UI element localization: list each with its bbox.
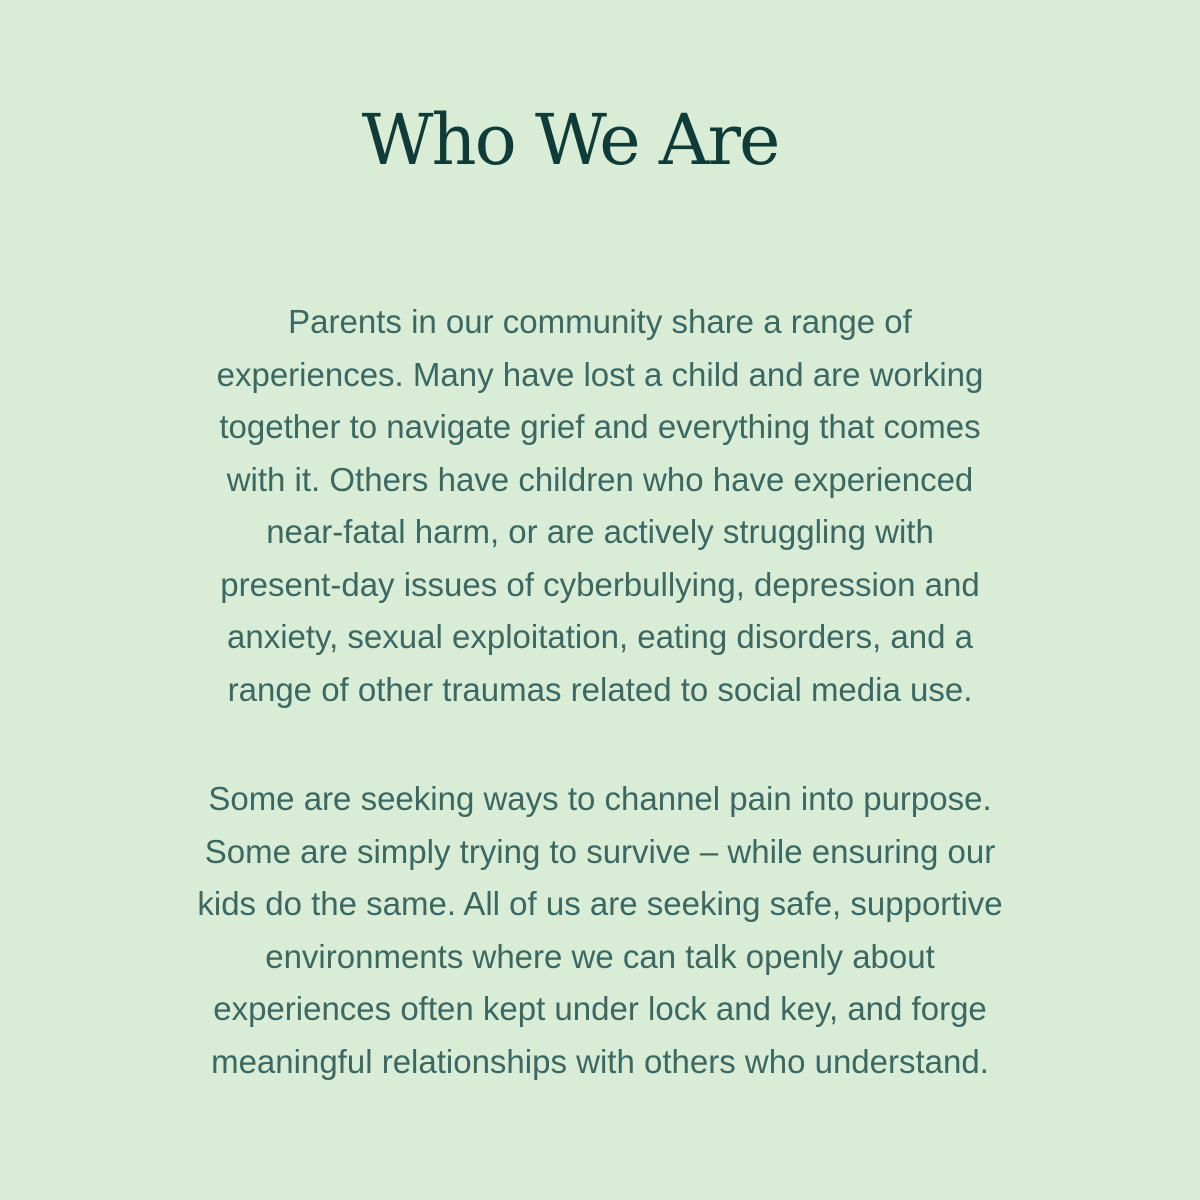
paragraph-line: with it. Others have children who have experienced [226, 460, 974, 498]
paragraph-line: kids do the same. All of us are seeking safe, supportive [197, 885, 1003, 922]
paragraph-line: together to navigate grief and everything that comes [219, 408, 981, 445]
paragraph-line: range of other traumas related to social media use. [227, 670, 973, 708]
page-title: Who We Are [361, 99, 779, 181]
paragraph-line: Some are simply trying to survive – while ensuring our [204, 832, 996, 870]
paragraph-line: environments where we can talk openly about [265, 937, 935, 975]
paragraph-1 [0, 296, 1200, 716]
paragraph-line: anxiety, sexual exploitation, eating disorders, and a [226, 618, 973, 655]
paragraph-2 [0, 773, 1200, 1088]
paragraph-line: Parents in our community share a range of [288, 303, 912, 340]
paragraph-line: Some are seeking ways to channel pain into purpose. [208, 780, 992, 817]
paragraph-line: experiences often kept under lock and key, and forge [213, 990, 987, 1027]
paragraph-line: present-day issues of cyberbullying, depression and [220, 565, 980, 603]
paragraph-line: experiences. Many have lost a child and are working [216, 355, 984, 393]
paragraph-line: meaningful relationships with others who understand. [211, 1042, 989, 1080]
paragraph-line: near-fatal harm, or are actively struggling with [266, 513, 934, 550]
